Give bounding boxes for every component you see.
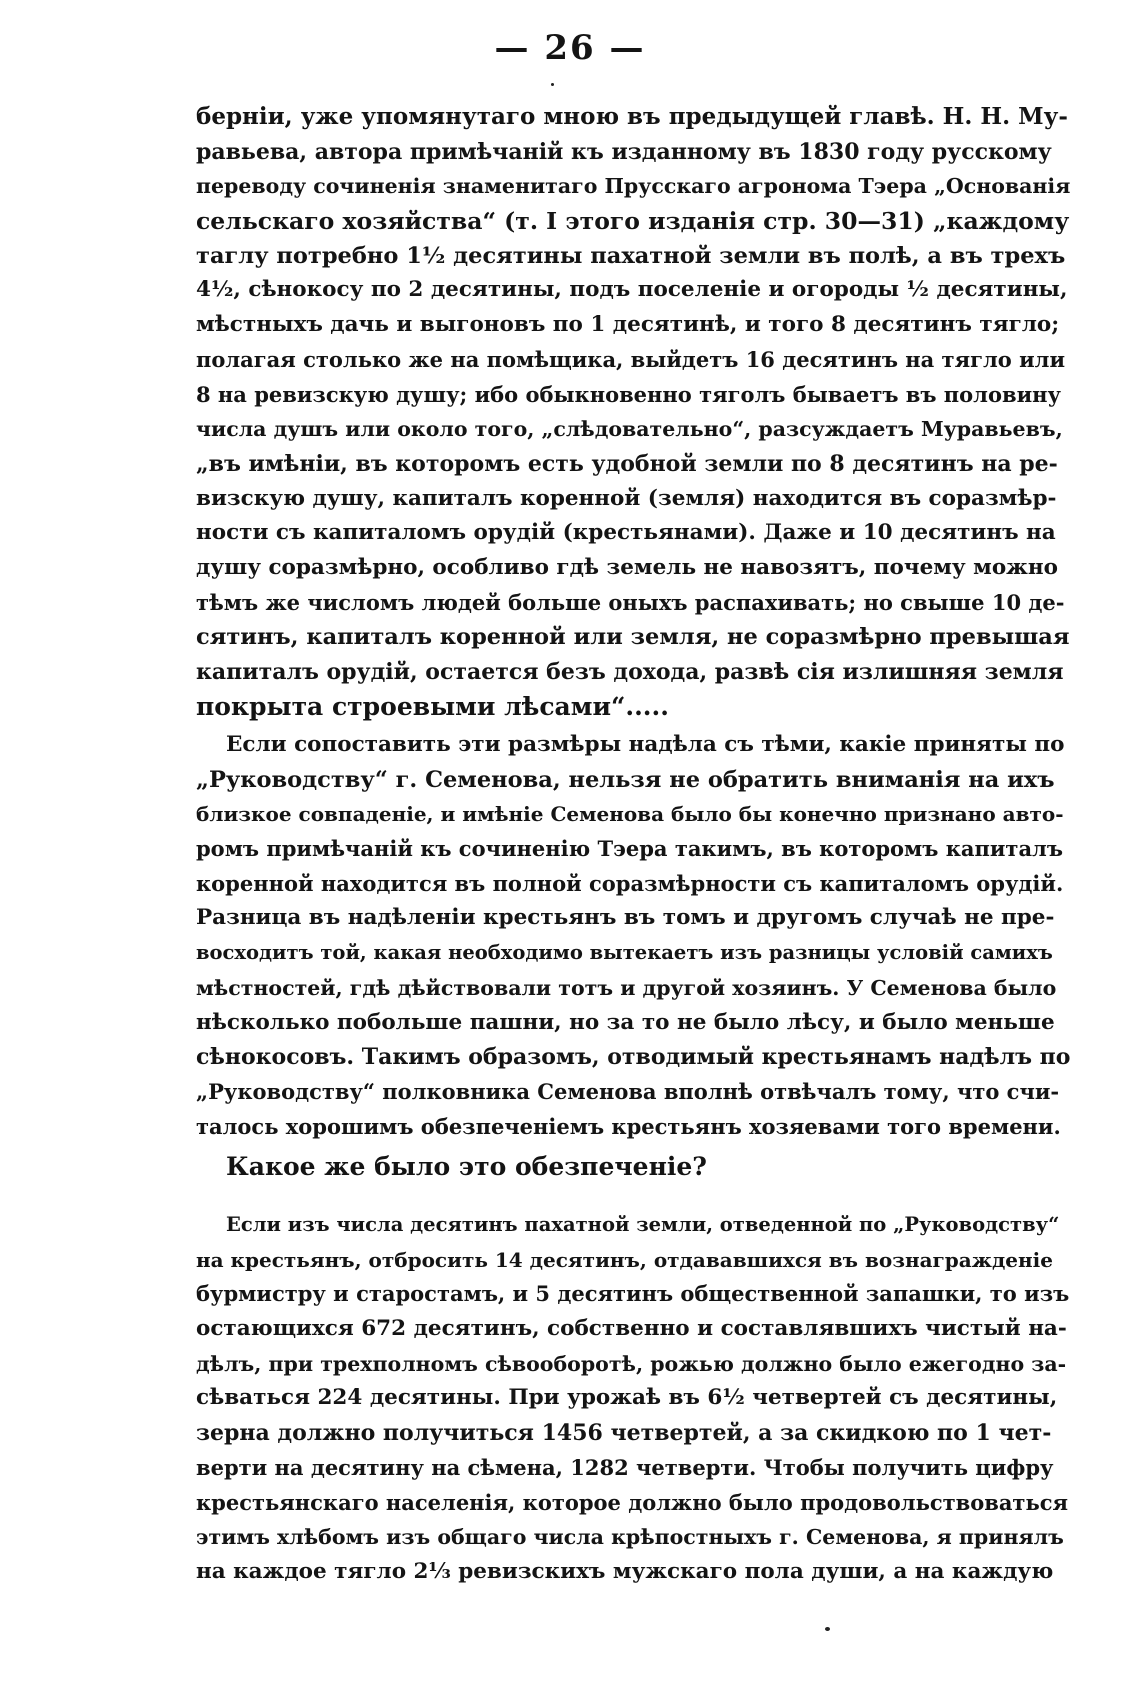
text-line: сѣнокосовъ. Такимъ образомъ, отводимый крестьянамъ надѣлъ по [196, 1044, 1070, 1071]
text-line: полагая столько же на помѣщика, выйдетъ 16 десятинъ на тягло или [196, 346, 1066, 372]
text-line: коренной находится въ полной соразмѣрности съ капиталомъ орудій. [196, 870, 1064, 896]
text-line: берніи, уже упомянутаго мною въ предыдущей главѣ. Н. Н. Му- [196, 103, 1068, 130]
text-line: Какое же было это обезпеченіе? [226, 1152, 707, 1181]
text-line: равьева, автора примѣчаній къ изданному въ 1830 году русскому [196, 138, 1052, 165]
text-line: Если сопоставить эти размѣры надѣла съ тѣми, какіе приняты по [226, 732, 1065, 757]
text-line: Разница въ надѣленіи крестьянъ въ томъ и другомъ случаѣ не пре- [196, 905, 1055, 931]
text-line: „Руководству“ полковника Семенова вполнѣ отвѣчалъ тому, что счи- [196, 1078, 1060, 1104]
text-line: зерна должно получиться 1456 четвертей, а за скидкою по 1 чет- [196, 1420, 1052, 1447]
paragraph-4 [196, 1208, 1070, 1590]
page-number: — 26 — [494, 28, 646, 68]
text-line: таглу потребно 1½ десятины пахатной земли въ полѣ, а въ трехъ [196, 242, 1066, 269]
text-line: сѣваться 224 десятины. При урожаѣ въ 6½ четвертей съ десятины, [196, 1385, 1058, 1411]
text-line: „Руководству“ г. Семенова, нельзя не обратить вниманія на ихъ [196, 766, 1055, 793]
text-line: ромъ примѣчаній къ сочиненію Тэера такимъ, въ которомъ капиталъ [196, 836, 1063, 862]
text-line: верти на десятину на сѣмена, 1282 четверти. Чтобы получить цифру [196, 1454, 1054, 1480]
text-line: душу соразмѣрно, особливо гдѣ земель не навозятъ, почему можно [196, 554, 1058, 580]
text-line: на каждое тягло 2⅓ ревизскихъ мужскаго пола души, а на каждую [196, 1558, 1054, 1584]
text-line: числа душъ или около того, „слѣдовательно“, разсуждаетъ Муравьевъ, [196, 417, 1063, 442]
paragraph-1 [196, 100, 1070, 724]
text-line: визскую душу, капиталъ коренной (земля) находится въ соразмѣр- [196, 485, 1057, 511]
text-line: „въ имѣніи, въ которомъ есть удобной земли по 8 десятинъ на ре- [196, 450, 1058, 477]
text-line: капиталъ орудій, остается безъ дохода, развѣ сія излишняя земля [196, 659, 1064, 685]
text-line: мѣстностей, гдѣ дѣйствовали тотъ и другой хозяинъ. У Семенова было [196, 975, 1057, 1000]
text-line: ности съ капиталомъ орудій (крестьянами). Даже и 10 десятинъ на [196, 520, 1056, 546]
paragraph-2 [196, 728, 1070, 1144]
text-line: нѣсколько побольше пашни, но за то не было лѣсу, и было меньше [196, 1009, 1055, 1035]
text-line: мѣстныхъ дачь и выгоновъ по 1 десятинѣ, и того 8 десятинъ тягло; [196, 312, 1060, 338]
text-line: этимъ хлѣбомъ изъ общаго числа крѣпостныхъ г. Семенова, я принялъ [196, 1525, 1064, 1550]
print-speck [825, 1627, 830, 1631]
text-line: остающихся 672 десятинъ, собственно и составлявшихъ чистый на- [196, 1316, 1067, 1342]
text-line: на крестьянъ, отбросить 14 десятинъ, отдававшихся въ вознагражденіе [196, 1247, 1053, 1272]
paragraph-3 [196, 1150, 1070, 1185]
text-line: 4½, сѣнокосу по 2 десятины, подъ поселеніе и огороды ½ десятины, [196, 277, 1068, 303]
text-line: близкое совпаденіе, и имѣніе Семенова было бы конечно признано авто- [196, 802, 1064, 827]
text-line: сятинъ, капиталъ коренной или земля, не соразмѣрно превышая [196, 624, 1070, 651]
text-line: бурмистру и старостамъ, и 5 десятинъ общественной запашки, то изъ [196, 1281, 1070, 1307]
text-line: 8 на ревизскую душу; ибо обыкновенно тяголъ бываетъ въ половину [196, 381, 1061, 407]
text-line: Если изъ числа десятинъ пахатной земли, отведенной по „Руководству“ [226, 1213, 1060, 1236]
text-line: покрыта строевыми лѣсами“..... [196, 691, 669, 721]
text-line: сельскаго хозяйства“ (т. I этого изданія стр. 30—31) „каждому [196, 207, 1070, 236]
text-line: переводу сочиненія знаменитаго Прусскаго агронома Тэера „Основанія [196, 174, 1070, 199]
print-speck [551, 83, 554, 86]
text-line: восходитъ той, какая необходимо вытекаетъ изъ разницы условій самихъ [196, 941, 1053, 965]
text-line: крестьянскаго населенія, которое должно было продовольствоваться [196, 1489, 1068, 1515]
text-line: дѣлъ, при трехполномъ сѣвооборотѣ, рожью должно было ежегодно за- [196, 1351, 1067, 1376]
text-line: талось хорошимъ обезпеченіемъ крестьянъ хозяевами того времени. [196, 1113, 1061, 1139]
text-line: тѣмъ же числомъ людей больше оныхъ распахивать; но свыше 10 де- [196, 589, 1065, 615]
